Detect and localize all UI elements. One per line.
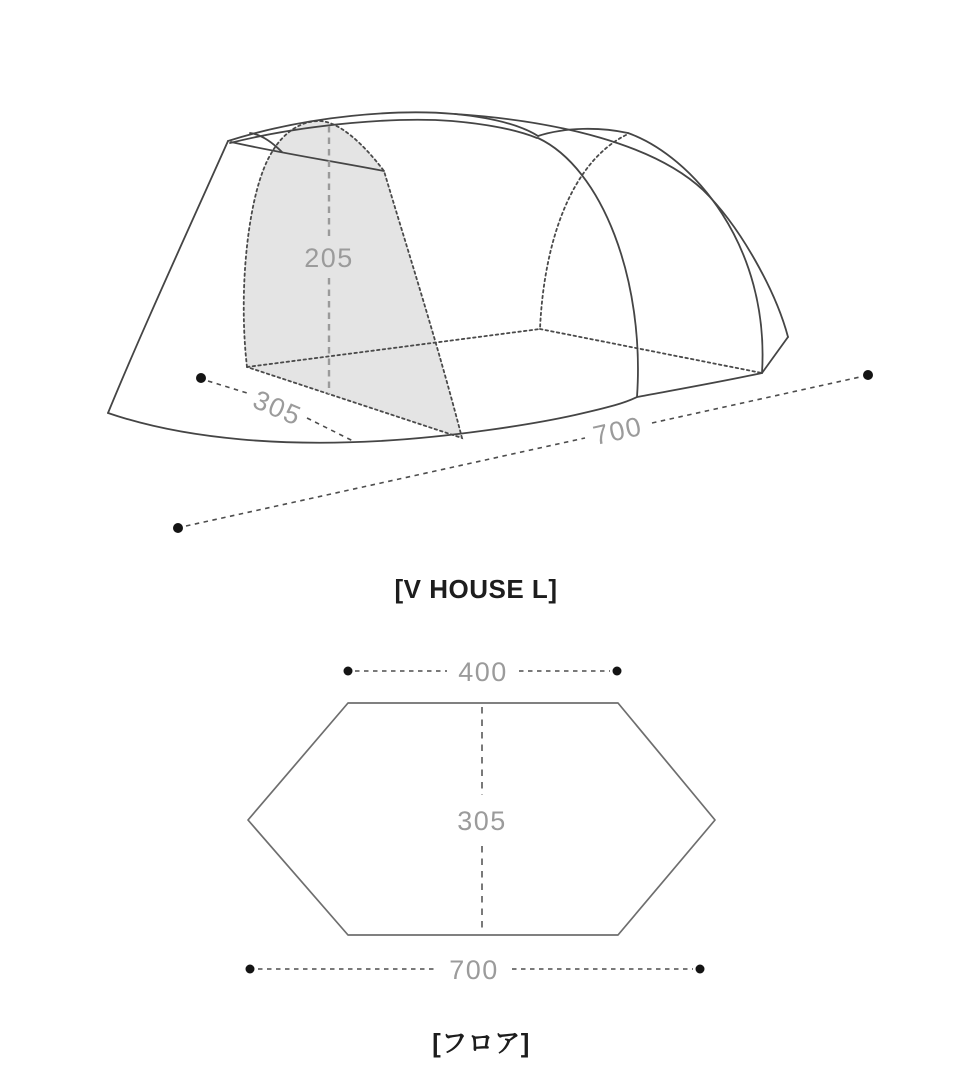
middle-hoop-front-leg (538, 138, 638, 397)
floor-dot-length-right (696, 965, 705, 974)
length-dash-right (652, 377, 860, 423)
length-dimension-label: 700 (590, 411, 646, 452)
floor-diagram-title: [フロア] (432, 1028, 530, 1058)
height-dimension-label: 205 (304, 243, 354, 273)
floor-plan-diagram (0, 630, 964, 1050)
stake-dot-length-left (173, 523, 183, 533)
stake-dot-depth (196, 373, 206, 383)
floor-dimension-length (246, 955, 705, 985)
floor-back-edge-dotted (540, 329, 762, 373)
depth-dash-right (307, 418, 353, 441)
floor-width-label: 400 (458, 657, 508, 687)
floor-depth-label: 305 (457, 806, 507, 836)
rear-hoop-front-leg (628, 133, 763, 373)
depth-dimension-label: 305 (248, 384, 307, 432)
floor-dimension-depth (457, 707, 507, 931)
length-dash-left (186, 438, 585, 526)
floor-dot-length-left (246, 965, 255, 974)
tent-diagram-title: [V HOUSE L] (394, 574, 558, 604)
floor-dot-width-left (344, 667, 353, 676)
floor-dimension-front-width (344, 657, 622, 687)
ridge-tail-line (455, 114, 788, 337)
depth-dash-left (208, 381, 247, 393)
awning-left-edge (108, 141, 228, 413)
floor-dot-width-right (613, 667, 622, 676)
tail-corner-line (762, 337, 788, 373)
ridge-seam-line (230, 120, 537, 143)
floor-length-label: 700 (449, 955, 499, 985)
stake-dot-length-right (863, 370, 873, 380)
